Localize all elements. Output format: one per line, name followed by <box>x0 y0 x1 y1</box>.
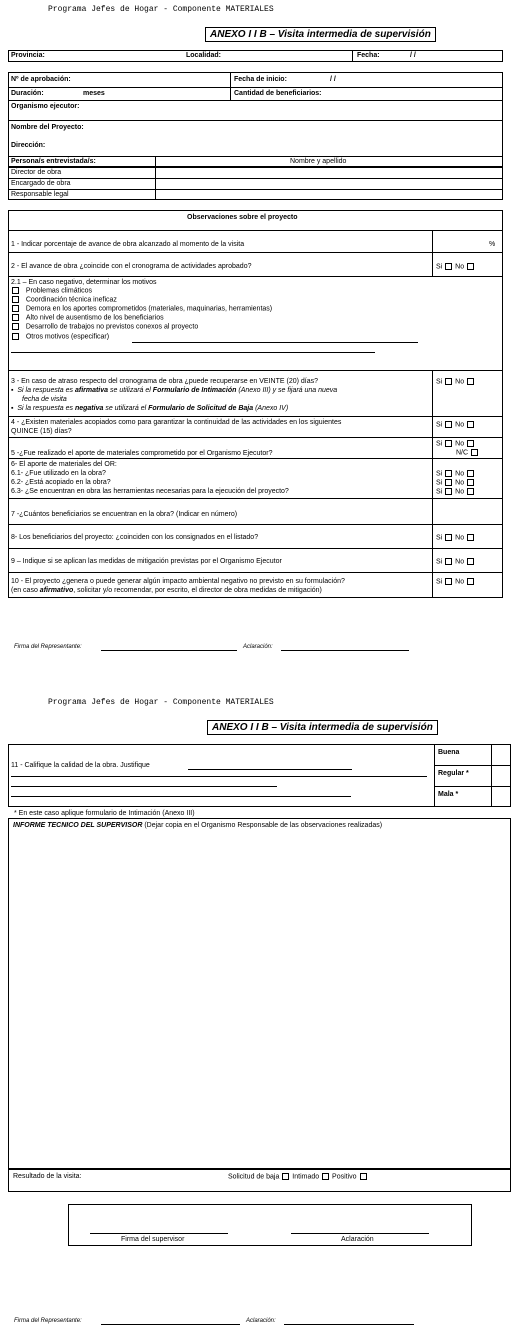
program-title: Programa Jefes de Hogar - Componente MATERIALES <box>48 698 274 707</box>
si-no-checkboxes[interactable]: Si No <box>436 263 475 271</box>
justification-line[interactable] <box>11 786 277 787</box>
rating-mala: Mala * <box>438 791 459 798</box>
aclaracion-label: Aclaración: <box>243 644 273 650</box>
aclaracion-supervisor-label: Aclaración <box>341 1236 374 1243</box>
informe-tecnico-box[interactable] <box>8 818 511 1170</box>
beneficiarios-label: Cantidad de beneficiarios: <box>234 90 322 97</box>
justification-line[interactable] <box>11 796 351 797</box>
question-9: 9 – Indique si se aplican las medidas de mitigación previstas por el Organismo Ejecutor <box>11 558 282 565</box>
question-6-1: 6.1- ¿Fue utilizado en la obra? <box>11 470 106 477</box>
aclaracion-line[interactable] <box>284 1324 414 1325</box>
rating-buena: Buena <box>438 749 460 756</box>
question-6-3: 6.3- ¿Se encuentran en obra las herramientas necesarias para la ejecución del proyecto? <box>11 488 289 495</box>
question-2: 2 - El avance de obra ¿coincide con el cronograma de actividades aprobado? <box>11 263 252 270</box>
annex-title: ANEXO I I B – Visita intermedia de supervisión <box>205 27 436 42</box>
question-1: 1 - Indicar porcentaje de avance de obra alcanzado al momento de la visita <box>11 241 245 248</box>
question-4-cont: QUINCE (15) días? <box>11 428 72 435</box>
nombre-apellido-header: Nombre y apellido <box>290 158 347 165</box>
rating-regular: Regular * <box>438 770 469 777</box>
provincia-label: Provincia: <box>11 52 45 59</box>
si-no-checkboxes[interactable]: Si No <box>436 558 475 566</box>
program-title: Programa Jefes de Hogar - Componente MATERIALES <box>48 5 274 14</box>
nc-checkbox[interactable]: N/C <box>456 449 479 457</box>
question-7: 7 -¿Cuántos beneficiarios se encuentran en la obra? (Indicar en número) <box>11 511 238 518</box>
supervisor-aclaracion-line[interactable] <box>291 1233 429 1234</box>
observations-title: Observaciones sobre el proyecto <box>187 214 298 221</box>
resultado-options[interactable]: Solicitud de baja Intimado Positivo <box>228 1173 368 1181</box>
question-6-2: 6.2- ¿Está acopiado en la obra? <box>11 479 111 486</box>
question-10: 10 - El proyecto ¿genera o puede generar algún impacto ambiental negativo no previsto en su formulación? <box>11 578 345 585</box>
question-2-1: 2.1 – En caso negativo, determinar los motivos <box>11 279 157 286</box>
checkbox-positivo <box>360 1173 367 1180</box>
q3-note-affirmative-cont: fecha de visita <box>22 396 67 403</box>
annex-title: ANEXO I I B – Visita intermedia de supervisión <box>207 720 438 735</box>
si-no-checkboxes[interactable]: Si No <box>436 421 475 429</box>
question-11: 11 - Califique la calidad de la obra. Justifique <box>11 762 150 769</box>
aprobacion-label: Nº de aprobación: <box>11 76 71 83</box>
option-checkbox[interactable]: Otros motivos (especificar) <box>11 333 109 341</box>
aclaracion-line[interactable] <box>281 650 409 651</box>
option-checkbox[interactable]: Coordinación técnica ineficaz <box>11 296 117 304</box>
si-no-checkboxes[interactable]: Si No <box>436 488 475 496</box>
meses-label: meses <box>83 90 105 97</box>
option-checkbox[interactable]: Problemas climáticos <box>11 287 92 295</box>
localidad-label: Localidad: <box>186 52 222 59</box>
fecha-inicio-label: Fecha de inicio: <box>234 76 287 83</box>
question-5: 5 -¿Fue realizado el aporte de materiales comprometido por el Organismo Ejecutor? <box>11 450 273 457</box>
direccion-label: Dirección: <box>11 142 46 149</box>
si-no-checkboxes[interactable]: Si No <box>436 440 475 448</box>
interviewee-row: Encargado de obra <box>11 180 71 187</box>
interviewees-header: Persona/s entrevistada/s: <box>11 158 96 165</box>
justification-line[interactable] <box>11 776 427 777</box>
checkbox-intimado <box>322 1173 329 1180</box>
option-checkbox[interactable]: Demora en los aportes comprometidos (materiales, maquinarias, herramientas) <box>11 305 272 313</box>
aclaracion-label: Aclaración: <box>246 1318 276 1324</box>
firma-representante-label: Firma del Representante: <box>14 644 82 650</box>
percent-unit: % <box>489 241 496 248</box>
informe-tecnico-title: INFORME TECNICO DEL SUPERVISOR (Dejar copia en el Organismo Responsable de las observaciones realizadas) <box>13 822 383 829</box>
question-10-cont: (en caso afirmativo, solicitar y/o recomendar, por escrito, el director de obra medidas de mitigación) <box>11 587 322 594</box>
interviewee-row: Responsable legal <box>11 191 69 198</box>
question-4: 4 - ¿Existen materiales acopiados como para garantizar la continuidad de las actividades en los siguientes <box>11 419 342 426</box>
option-checkbox[interactable]: Alto nivel de ausentismo de los beneficiarios <box>11 314 164 322</box>
question-8: 8- Los beneficiarios del proyecto: ¿coinciden con los consignados en el listado? <box>11 534 259 541</box>
firma-supervisor-label: Firma del supervisor <box>121 1236 185 1243</box>
question-6: 6- El aporte de materiales del OR: <box>11 461 117 468</box>
interviewee-row: Director de obra <box>11 169 62 176</box>
otros-line[interactable] <box>132 342 418 343</box>
footnote: * En este caso aplique formulario de Intimación (Anexo III) <box>14 810 195 817</box>
duracion-label: Duración: <box>11 90 44 97</box>
supervisor-signature-line[interactable] <box>90 1233 228 1234</box>
si-no-checkboxes[interactable]: Si No <box>436 470 475 478</box>
option-checkbox[interactable]: Desarrollo de trabajos no previstos conexos al proyecto <box>11 323 198 331</box>
nombre-proyecto-label: Nombre del Proyecto: <box>11 124 84 131</box>
q3-note-negative: ▪ Si la respuesta es negativa se utilizará el Formulario de Solicitud de Baja (Anexo IV) <box>11 405 289 412</box>
firma-representante-label: Firma del Representante: <box>14 1318 82 1324</box>
firma-line[interactable] <box>101 1324 240 1325</box>
fecha-inicio-slashes: / / <box>330 76 336 83</box>
q3-note-affirmative: ▪ Si la respuesta es afirmativa se utilizará el Formulario de Intimación (Anexo III) y se fijará una nueva <box>11 387 338 394</box>
checkbox-solicitud-baja <box>282 1173 289 1180</box>
location-row <box>8 50 503 62</box>
fecha-slashes: / / <box>410 52 416 59</box>
question-3: 3 - En caso de atraso respecto del cronograma de obra ¿puede recuperarse en VEINTE (20) días? <box>11 378 319 385</box>
resultado-label: Resultado de la visita: <box>13 1173 82 1180</box>
otros-line[interactable] <box>11 352 375 353</box>
justification-line[interactable] <box>188 769 352 770</box>
si-no-checkboxes[interactable]: Si No <box>436 378 475 386</box>
si-no-checkboxes[interactable]: Si No <box>436 534 475 542</box>
si-no-checkboxes[interactable]: Si No <box>436 578 475 586</box>
fecha-label: Fecha: <box>357 52 380 59</box>
firma-line[interactable] <box>101 650 237 651</box>
si-no-checkboxes[interactable]: Si No <box>436 479 475 487</box>
organismo-label: Organismo ejecutor: <box>11 103 80 110</box>
